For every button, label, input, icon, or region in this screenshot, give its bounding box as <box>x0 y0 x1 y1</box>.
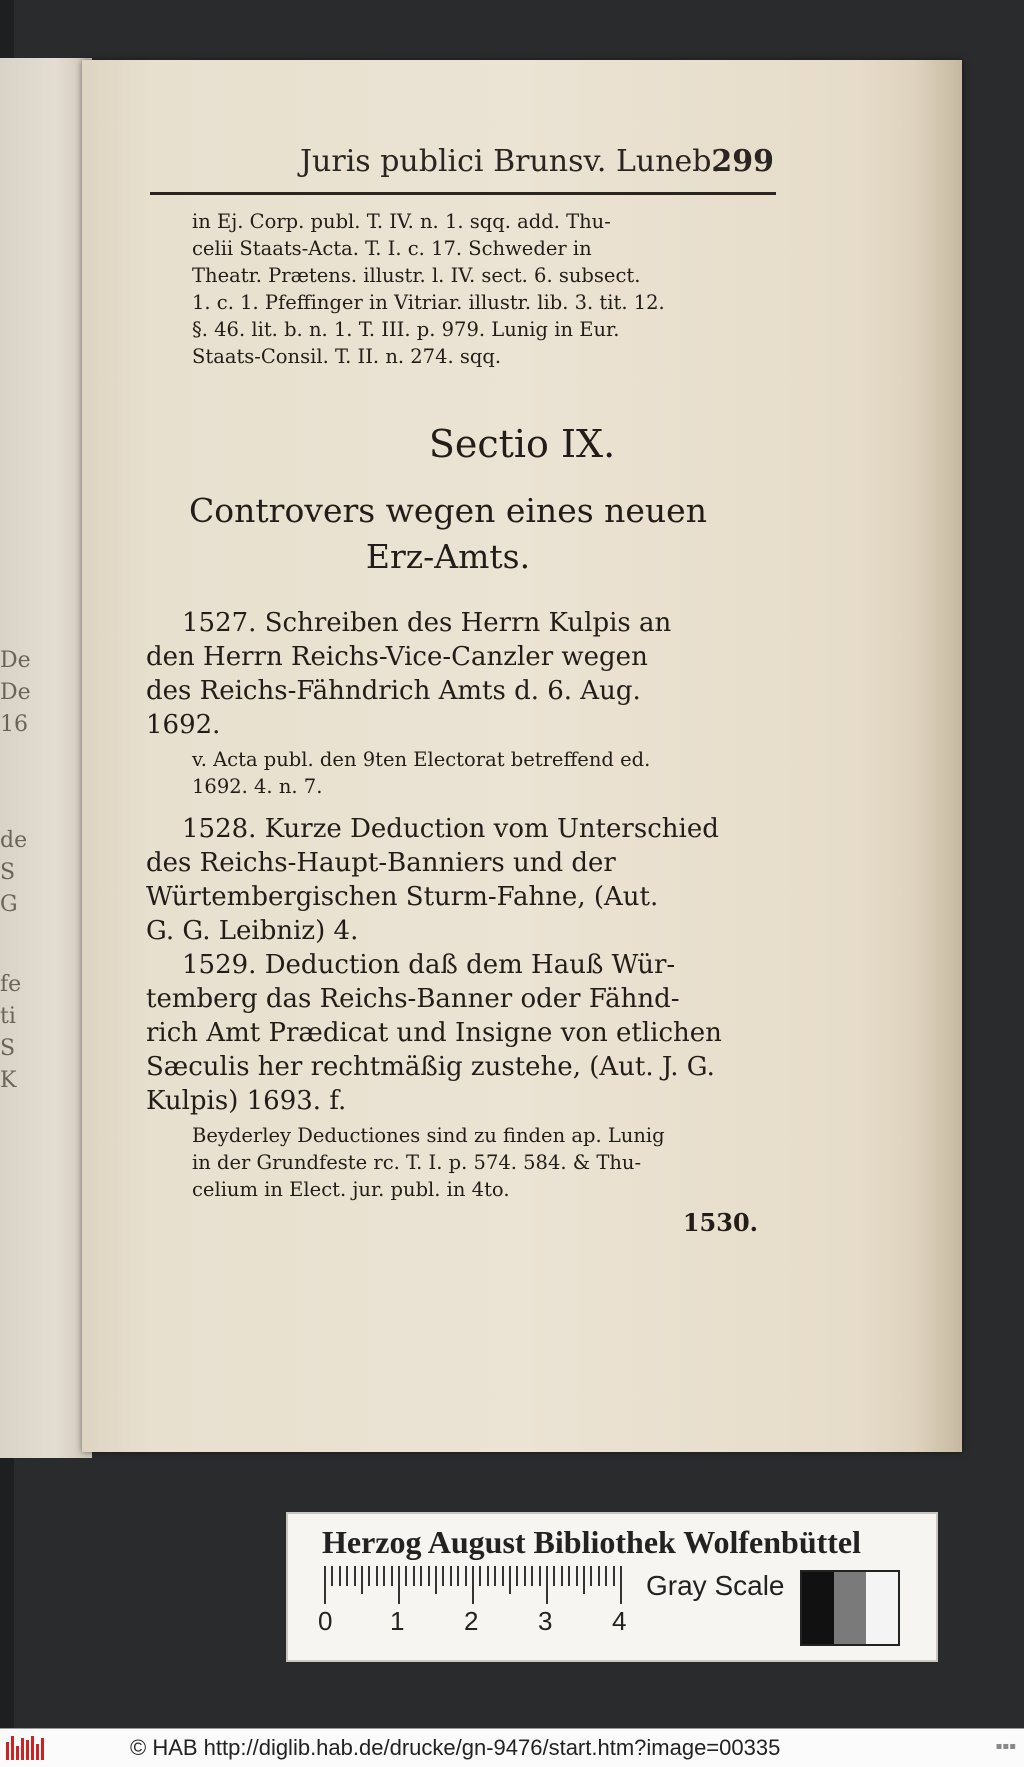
library-color-card <box>286 1512 938 1662</box>
logo-bar <box>26 1740 29 1760</box>
ruler-label: 4 <box>612 1606 627 1636</box>
ruler-tick <box>450 1566 452 1586</box>
note-line: v. Acta publ. den 9ten Electorat betreffend ed. <box>192 748 651 771</box>
subtitle-line: Controvers wegen eines neuen <box>189 491 707 530</box>
ruler-tick <box>539 1566 541 1586</box>
left-page-fragment: De <box>0 680 31 705</box>
note-line: §. 46. lit. b. n. 1. T. III. p. 979. Lunig in Eur. <box>192 318 620 341</box>
ruler-tick <box>583 1566 585 1594</box>
ruler-tick <box>472 1566 474 1604</box>
entry-line: 1529. Deduction daß dem Hauß Wür- <box>182 950 676 980</box>
note-line: in der Grundfeste rc. T. I. p. 574. 584. & Thu- <box>192 1151 642 1174</box>
ruler-tick <box>479 1566 481 1586</box>
ruler-tick <box>398 1566 400 1604</box>
ruler-tick <box>361 1566 363 1594</box>
logo-bar <box>31 1736 34 1760</box>
institution-name: Herzog August Bibliothek Wolfenbüttel <box>322 1524 862 1560</box>
logo-bar <box>16 1746 19 1760</box>
note-line: Theatr. Prætens. illustr. l. IV. sect. 6. subsect. <box>192 264 641 287</box>
ruler-tick <box>516 1566 518 1586</box>
entry-1527-note <box>192 746 782 800</box>
note-line: Staats-Consil. T. II. n. 274. sqq. <box>192 345 502 368</box>
left-page-fragment: fe <box>0 972 22 997</box>
ruler-label: 3 <box>538 1606 553 1636</box>
section-subtitle <box>178 488 718 580</box>
ruler-tick <box>346 1566 348 1586</box>
left-page-edge <box>0 58 92 1458</box>
note-line: Beyderley Deductiones sind zu finden ap. Lunig <box>192 1124 665 1147</box>
left-page-fragment: De <box>0 648 31 673</box>
left-page-fragment: K <box>0 1068 17 1093</box>
running-title: Juris publici Brunsv. Luneb. <box>300 144 722 179</box>
entry-1528 <box>146 812 780 948</box>
ruler-tick <box>331 1566 333 1586</box>
ruler-tick <box>420 1566 422 1586</box>
left-page-fragment: 16 <box>0 712 28 737</box>
entry-line: Sæculis her rechtmäßig zustehe, (Aut. J. G. <box>146 1052 715 1082</box>
ruler-tick <box>509 1566 511 1594</box>
ruler-tick <box>405 1566 407 1586</box>
entry-line: G. G. Leibniz) 4. <box>146 916 359 946</box>
entry-1529-note <box>192 1122 782 1203</box>
logo-bar <box>11 1736 14 1760</box>
ruler-tick <box>494 1566 496 1586</box>
page-number: 299 <box>711 144 774 179</box>
entry-line: Kulpis) 1693. f. <box>146 1086 347 1116</box>
ruler-tick <box>465 1566 467 1586</box>
ruler-tick <box>413 1566 415 1586</box>
ruler-tick <box>339 1566 341 1586</box>
ruler-tick <box>605 1566 607 1586</box>
ruler-tick <box>531 1566 533 1586</box>
ruler-tick <box>620 1566 622 1604</box>
ruler-tick <box>561 1566 563 1586</box>
page-fore-edge <box>914 60 962 1452</box>
entry-1529 <box>146 948 780 1118</box>
gray-patch-black <box>802 1572 834 1644</box>
entry-line: Würtembergischen Sturm-Fahne, (Aut. <box>146 882 659 912</box>
hab-logo-icon <box>6 1736 46 1760</box>
ruler-tick <box>613 1566 615 1586</box>
logo-bar <box>36 1744 39 1760</box>
ruler-tick <box>368 1566 370 1586</box>
note-line: celii Staats-Acta. T. I. c. 17. Schweder in <box>192 237 592 260</box>
corner-dots-icon: ▪▪▪ <box>995 1741 1016 1752</box>
ruler-label: 2 <box>464 1606 479 1636</box>
ruler-tick <box>383 1566 385 1586</box>
ruler-tick <box>324 1566 326 1604</box>
entry-line: rich Amt Prædicat und Insigne von etlichen <box>146 1018 722 1048</box>
note-line: 1. c. 1. Pfeffinger in Vitriar. illustr. lib. 3. tit. 12. <box>192 291 665 314</box>
ruler-tick <box>546 1566 548 1604</box>
entry-line: 1527. Schreiben des Herrn Kulpis an <box>182 608 672 638</box>
ruler-tick <box>576 1566 578 1586</box>
ruler-tick <box>457 1566 459 1586</box>
ruler-label: 0 <box>318 1606 333 1636</box>
logo-bar <box>41 1738 44 1760</box>
gray-patch-mid <box>834 1572 866 1644</box>
logo-bar <box>6 1742 9 1760</box>
gray-scale-label: Gray Scale <box>646 1570 785 1601</box>
note-line: celium in Elect. jur. publ. in 4to. <box>192 1178 510 1201</box>
ruler-tick <box>354 1566 356 1586</box>
ruler-tick <box>524 1566 526 1586</box>
source-url[interactable]: © HAB http://diglib.hab.de/drucke/gn-9476/start.htm?image=00335 <box>130 1735 781 1760</box>
top-note <box>192 208 782 370</box>
header-rule <box>150 192 776 195</box>
ruler-label: 1 <box>390 1606 405 1636</box>
viewer-footer <box>0 1728 1024 1767</box>
entry-line: 1692. <box>146 710 221 740</box>
entry-line: des Reichs-Fähndrich Amts d. 6. Aug. <box>146 676 641 706</box>
ruler-tick <box>435 1566 437 1594</box>
catchword: 1530. <box>682 1208 758 1237</box>
ruler-tick <box>568 1566 570 1586</box>
ruler-tick <box>442 1566 444 1586</box>
ruler-tick <box>502 1566 504 1586</box>
scale-ruler <box>318 1566 627 1636</box>
ruler-tick <box>590 1566 592 1586</box>
logo-bar <box>21 1738 24 1760</box>
ruler-tick <box>376 1566 378 1586</box>
ruler-tick <box>487 1566 489 1586</box>
ruler-tick <box>598 1566 600 1586</box>
running-head <box>154 144 774 184</box>
ruler-tick <box>391 1566 393 1586</box>
entry-line: den Herrn Reichs-Vice-Canzler wegen <box>146 642 648 672</box>
note-line: 1692. 4. n. 7. <box>192 775 323 798</box>
entry-line: des Reichs-Haupt-Banniers und der <box>146 848 616 878</box>
left-page-fragment: de <box>0 828 28 853</box>
left-page-fragment: G <box>0 892 18 917</box>
note-line: in Ej. Corp. publ. T. IV. n. 1. sqq. add. Thu- <box>192 210 611 233</box>
left-page-fragment: S <box>0 1036 16 1061</box>
subtitle-line: Erz-Amts. <box>365 537 531 576</box>
gray-scale-patches <box>800 1570 900 1646</box>
left-page-fragment: S <box>0 860 16 885</box>
ruler-tick <box>553 1566 555 1586</box>
section-title: Sectio IX. <box>428 422 616 466</box>
ruler-tick <box>428 1566 430 1586</box>
entry-1527 <box>146 606 780 742</box>
book-page <box>82 60 962 1452</box>
entry-line: temberg das Reichs-Banner oder Fähnd- <box>146 984 680 1014</box>
left-page-fragment: ti <box>0 1004 16 1029</box>
entry-line: 1528. Kurze Deduction vom Unterschied <box>182 814 719 844</box>
gray-patch-white <box>866 1572 898 1644</box>
